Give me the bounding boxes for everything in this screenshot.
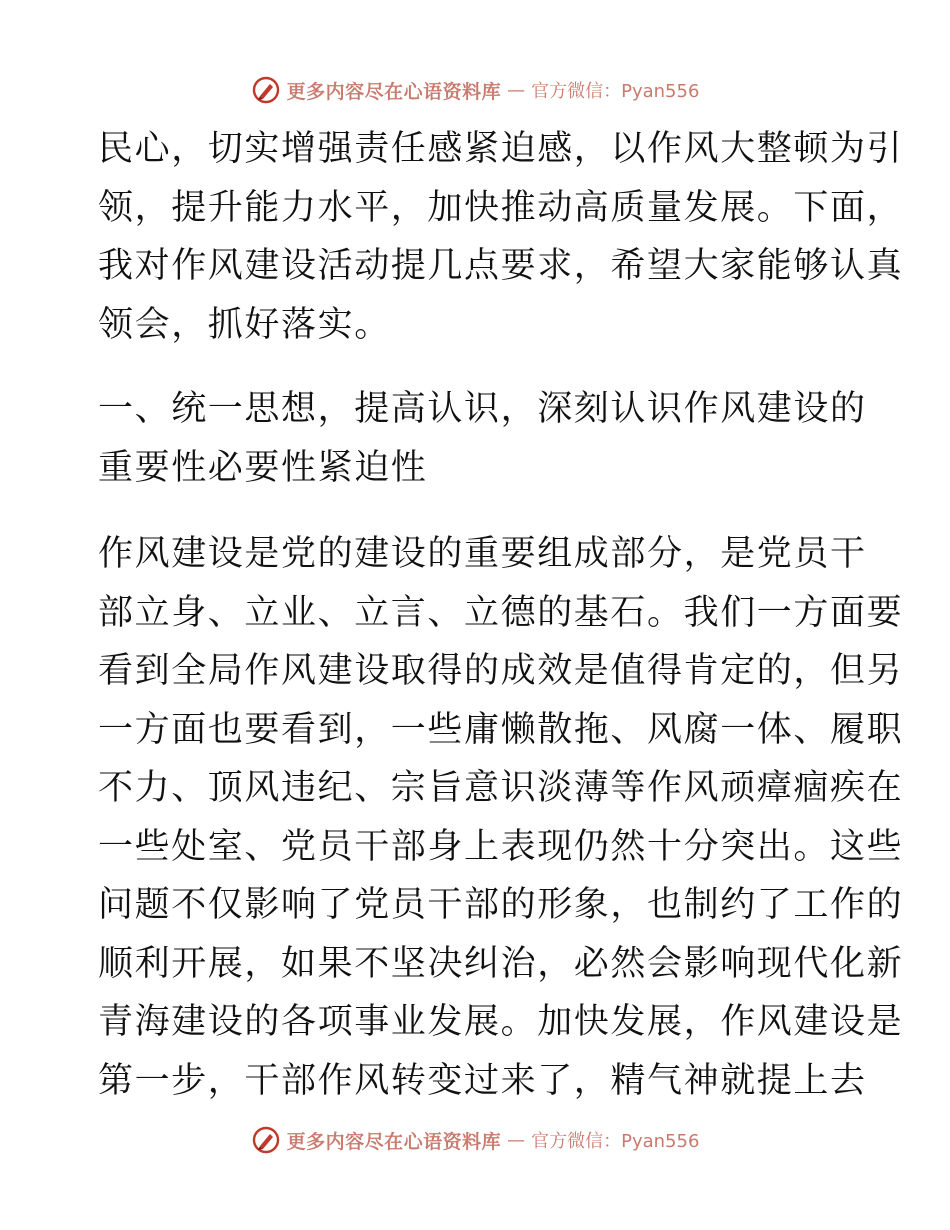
watermark-site-text: 更多内容尽在心语资料库 xyxy=(286,1130,502,1153)
text-line: 作风建设是党的建设的重要组成部分，是党员干 xyxy=(98,534,867,574)
watermark-separator: — xyxy=(507,1129,526,1151)
header-watermark xyxy=(0,70,950,110)
footer-watermark xyxy=(0,1120,950,1160)
heading-line: 一、统一思想，提高认识，深刻认识作风建设的 xyxy=(98,389,867,429)
paragraph-body xyxy=(98,525,904,1110)
heading-line: 重要性必要性紧迫性 xyxy=(98,447,428,488)
watermark-site-text: 更多内容尽在心语资料库 xyxy=(286,80,502,103)
watermark-official-text: 官方微信：Pyan556 xyxy=(531,1131,700,1152)
text-line: 民心，切实增强责任感紧迫感，以作风大整顿为引 xyxy=(98,129,904,169)
text-line: 问题不仅影响了党员干部的形象，也制约了工作的 xyxy=(98,885,904,925)
text-line: 部立身、立业、立言、立德的基石。我们一方面要 xyxy=(98,592,904,633)
pen-logo-icon xyxy=(251,1125,281,1155)
text-line: 顺利开展，如果不坚决纠治，必然会影响现代化新 xyxy=(98,943,904,984)
text-line: 青海建设的各项事业发展。加快发展，作风建设是 xyxy=(98,1002,904,1042)
watermark-separator: — xyxy=(507,79,526,101)
document-body xyxy=(98,120,904,1110)
text-line: 领，提升能力水平，加快推动高质量发展。下面， xyxy=(98,187,904,228)
pen-logo-icon xyxy=(251,75,281,105)
text-line: 看到全局作风建设取得的成效是值得肯定的，但另 xyxy=(98,651,904,691)
section-heading xyxy=(98,380,867,497)
paragraph-intro xyxy=(98,120,904,354)
text-line: 领会，抓好落实。 xyxy=(98,304,391,345)
text-line: 我对作风建设活动提几点要求，希望大家能够认真 xyxy=(98,246,904,286)
text-line: 第一步，干部作风转变过来了，精气神就提上去 xyxy=(98,1060,867,1101)
watermark-official-text: 官方微信：Pyan556 xyxy=(531,81,700,102)
text-line: 一些处室、党员干部身上表现仍然十分突出。这些 xyxy=(98,826,904,867)
text-line: 不力、顶风违纪、宗旨意识淡薄等作风顽瘴痼疾在 xyxy=(98,768,904,808)
text-line: 一方面也要看到，一些庸懒散拖、风腐一体、履职 xyxy=(98,709,904,750)
